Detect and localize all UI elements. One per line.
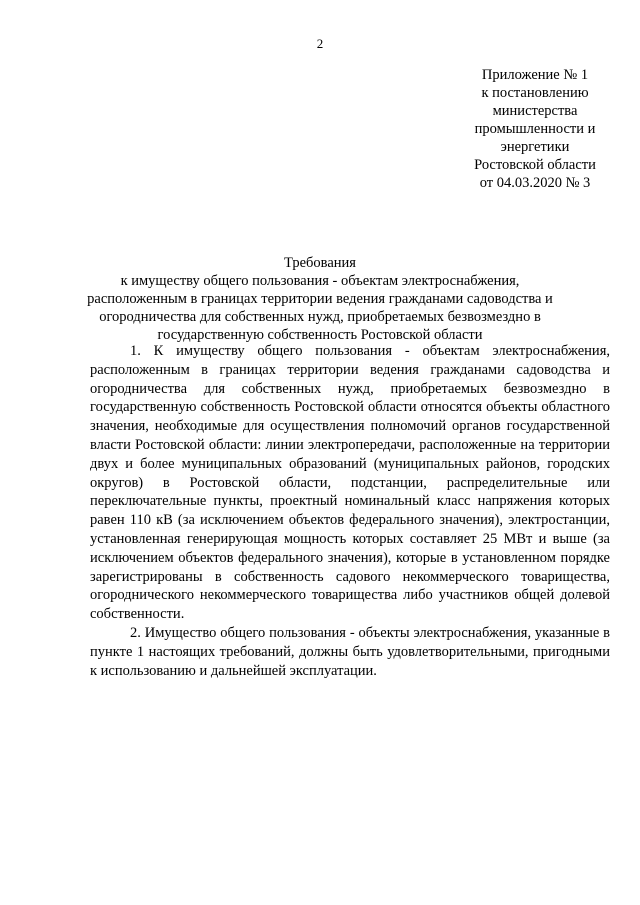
appendix-line: министерства xyxy=(492,103,578,119)
document-title xyxy=(80,254,560,344)
page-number: 2 xyxy=(316,36,324,51)
paragraph-1: 1. К имуществу общего пользования - объектам электроснабжения, расположенным в границах территории ведения гражданами садоводства и огородничества для собственных нужд, приобретаемых безвозмездно в государственную собственность Ростовской области относятся объекты областного значения, необходимые для осуществления полномочий органов государственной власти Ростовской области: линии электропередачи, расположенные на территории двух и более муниципальных образований (муниципальных районов, городских округов) в Ростовской области, подстанции, распределительные или переключательные пункты, проектный номинальный класс напряжения которых равен 110 кВ (за исключением объектов федерального значения), электростанции, установленная генерирующая мощность которых составляет 25 МВт и выше (за исключением объектов федерального значения), которые в установленном порядке зарегистрированы в собственность садового некоммерческого товарищества, огороднического некоммерческого товарищества либо участников общей долевой собственности. xyxy=(90,343,610,623)
appendix-line: Приложение № 1 xyxy=(481,67,589,83)
title-line: к имуществу общего пользования - объектам электроснабжения, xyxy=(120,273,520,289)
title-line: государственную собственность Ростовской области xyxy=(157,327,483,343)
title-heading: Требования xyxy=(284,255,356,271)
appendix-line: энергетики xyxy=(500,139,570,155)
title-line: огородничества для собственных нужд, приобретаемых безвозмездно в xyxy=(99,309,541,325)
document-body xyxy=(90,342,610,680)
paragraph-2: 2. Имущество общего пользования - объекты электроснабжения, указанные в пункте 1 настоящих требований, должны быть удовлетворительными, пригодными к использованию и дальнейшей эксплуатации. xyxy=(90,624,610,679)
title-line: расположенным в границах территории ведения гражданами садоводства и xyxy=(87,291,553,307)
appendix-line: Ростовской области xyxy=(474,157,596,173)
appendix-block xyxy=(450,66,620,192)
appendix-line: промышленности и xyxy=(474,121,596,137)
appendix-line: от 04.03.2020 № 3 xyxy=(479,175,591,191)
appendix-line: к постановлению xyxy=(481,85,589,101)
